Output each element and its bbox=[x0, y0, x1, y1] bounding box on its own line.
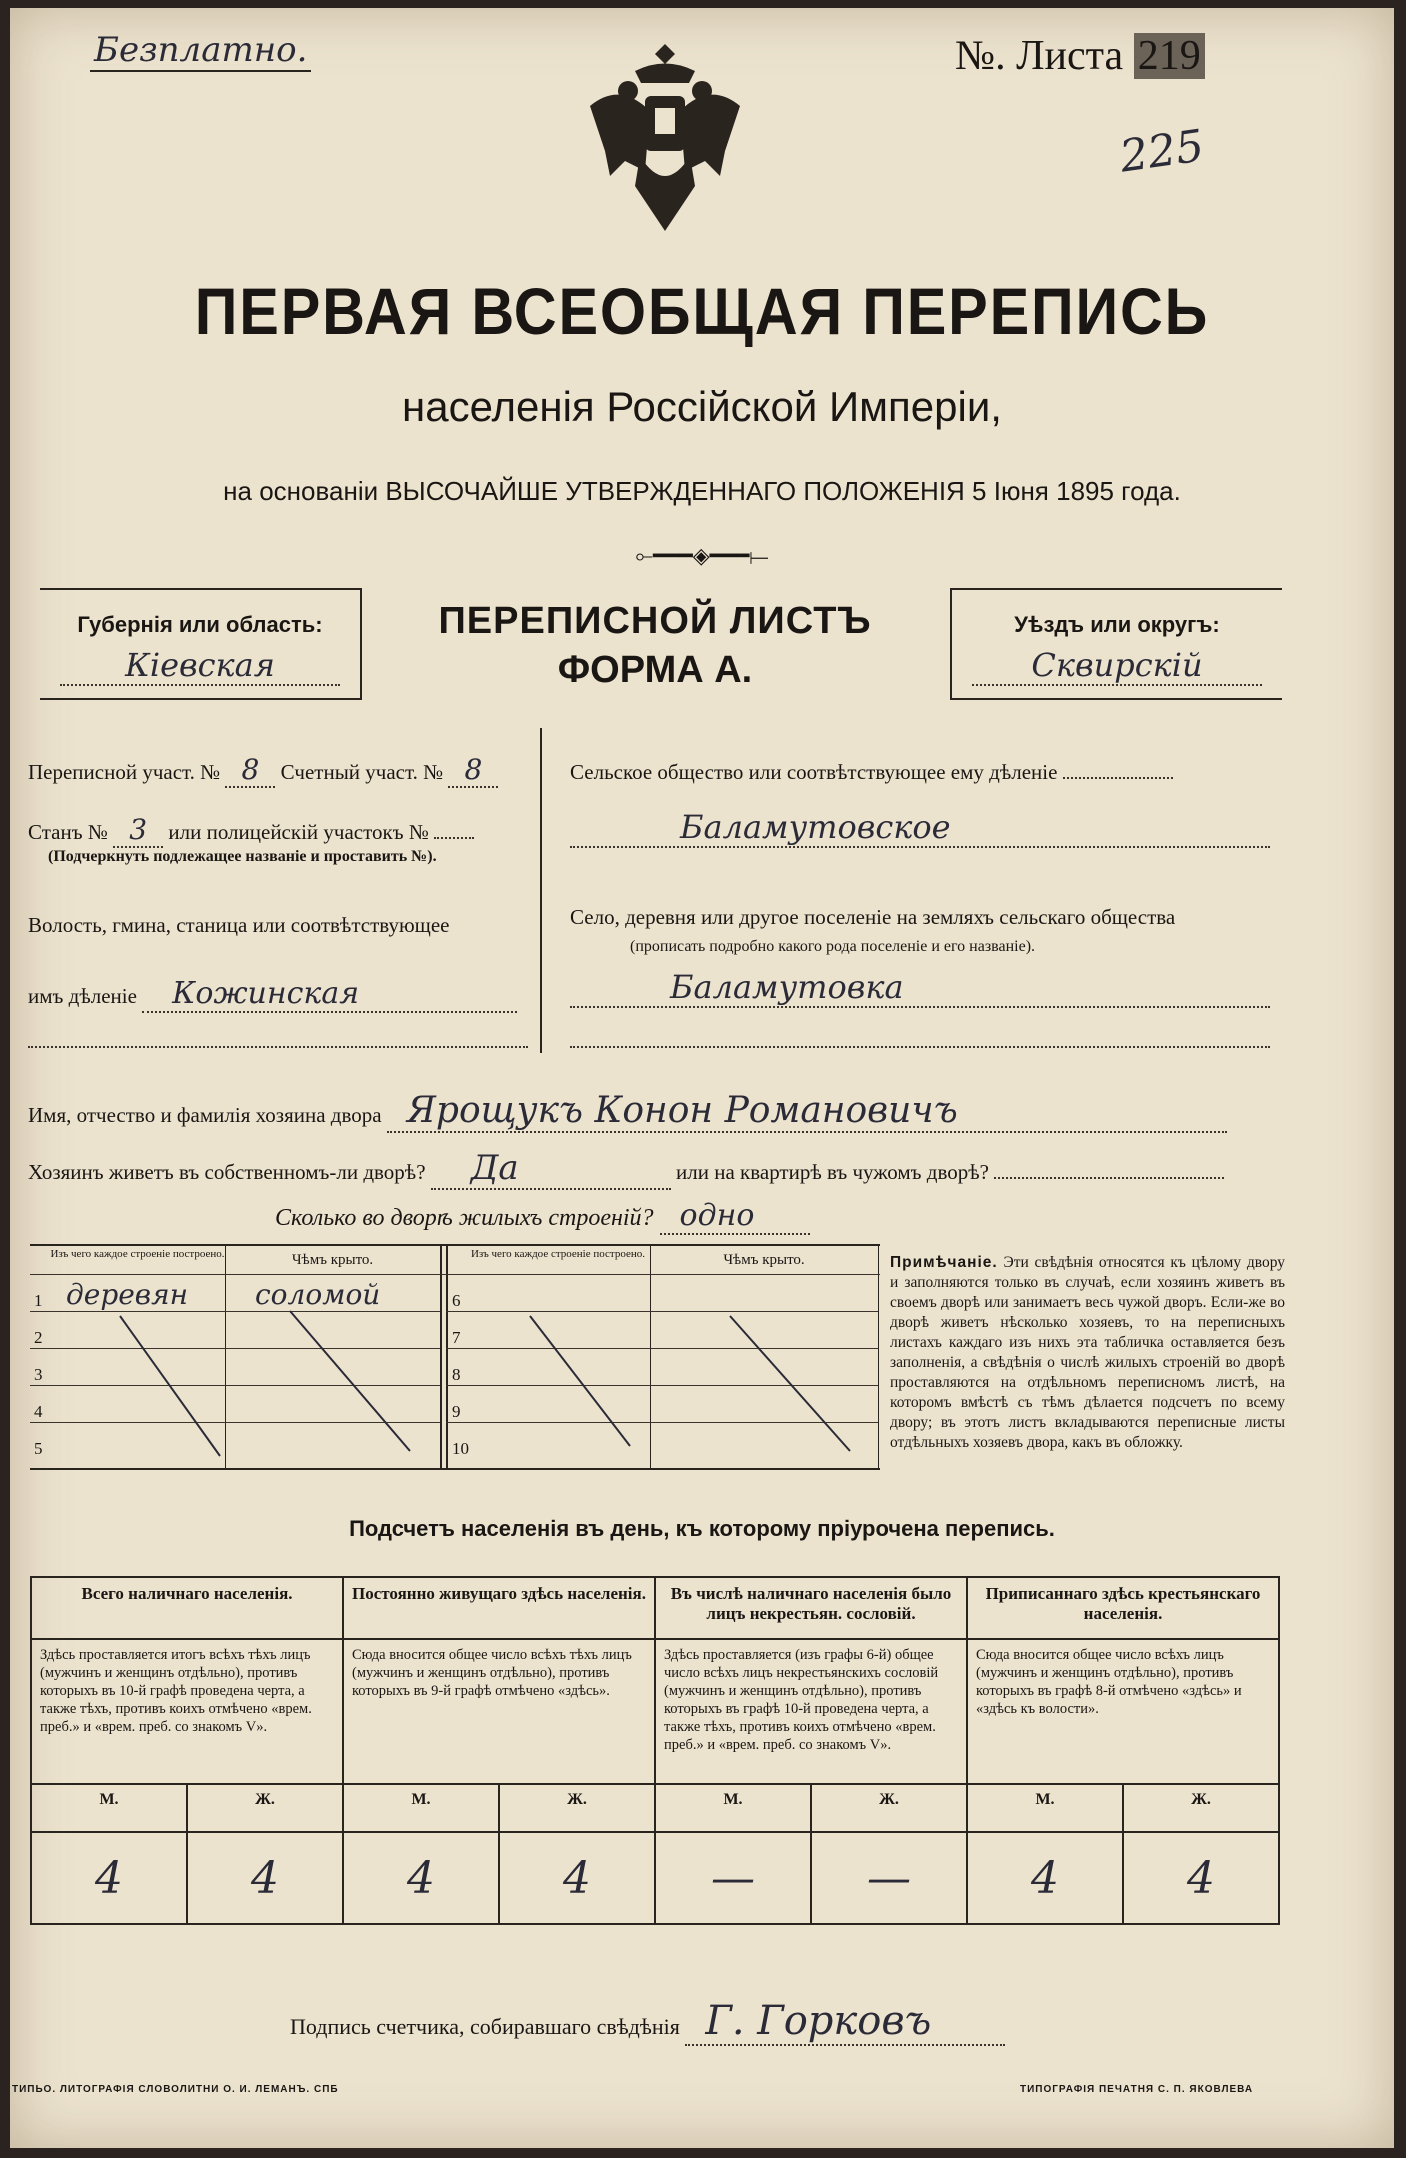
count-area-value: 8 bbox=[448, 753, 498, 788]
volost-row bbox=[28, 976, 517, 1013]
province-label: Губернія или область: bbox=[77, 612, 323, 637]
tally-m-label: М. bbox=[655, 1784, 811, 1832]
form-subtitle: ФОРМА А. bbox=[557, 649, 753, 691]
row-number: 10 bbox=[452, 1439, 469, 1458]
free-label: Безплатно. bbox=[90, 30, 311, 72]
sheet-number-value: 219 bbox=[1134, 33, 1205, 79]
tally-title-4: Приписаннаго здѣсь крестьянскаго населенія. bbox=[967, 1577, 1279, 1639]
stan-note: (Подчеркнуть подлежащее названіе и проставить №). bbox=[48, 848, 437, 865]
printer-left: ТИПЬО. ЛИТОГРАФІЯ СЛОВОЛИТНИ О. И. ЛЕМАНЪ. СПБ bbox=[12, 2084, 339, 2095]
society-row bbox=[570, 760, 1173, 785]
village-label: Село, деревня или другое поселеніе на земляхъ сельскаго общества bbox=[570, 905, 1176, 929]
tally-desc-1: Здѣсь проставляется итогъ всѣхъ тѣхъ лицъ (мужчинъ и женщинъ отдѣльно), противъ которыхъ въ 10-й графѣ проведена черта, а также тѣхъ, противъ коихъ отмѣчено «врем. преб.» и «врем. преб. со знакомъ V». bbox=[31, 1639, 343, 1784]
census-area-value: 8 bbox=[225, 753, 275, 788]
tally-value: 4 bbox=[967, 1832, 1123, 1924]
owner-name-value: Ярощукъ Конон Романовичъ bbox=[387, 1090, 1227, 1133]
tally-heading: Подсчетъ населенія въ день, къ которому пріурочена перепись. bbox=[349, 1516, 1055, 1541]
district-box bbox=[950, 588, 1282, 700]
population-tally-table bbox=[30, 1576, 1280, 1925]
page-title: ПЕРВАЯ ВСЕОБЩАЯ ПЕРЕПИСЬ bbox=[194, 274, 1210, 348]
village-value: Баламутовка bbox=[570, 968, 1270, 1008]
police-label: или полицейскій участокъ № bbox=[168, 820, 429, 844]
district-label: Уѣздъ или округъ: bbox=[1014, 612, 1220, 637]
stan-label: Станъ № bbox=[28, 820, 108, 844]
province-box bbox=[40, 588, 362, 700]
own-yard-value: Да bbox=[431, 1148, 671, 1190]
tally-value: 4 bbox=[1123, 1832, 1279, 1924]
own-yard-row bbox=[28, 1148, 1224, 1190]
tally-title-2: Постоянно живущаго здѣсь населенія. bbox=[343, 1577, 655, 1639]
row-number: 4 bbox=[34, 1402, 43, 1421]
province-value: Кіевская bbox=[60, 646, 340, 686]
tally-title-3: Въ числѣ наличнаго населенія было лицъ некрестьян. сословій. bbox=[655, 1577, 967, 1639]
row-number: 9 bbox=[452, 1402, 461, 1421]
volost-label-2: имъ дѣленіе bbox=[28, 984, 137, 1008]
tally-value: — bbox=[811, 1832, 967, 1924]
tally-f-label: Ж. bbox=[811, 1784, 967, 1832]
tally-desc-3: Здѣсь проставляется (изъ графы 6-й) общее число всѣхъ лицъ некрестьянскихъ сословій (мужчинъ и женщинъ отдѣльно), противъ которыхъ въ графѣ 10-й проведена черта, а также тѣхъ, противъ коихъ отмѣчено «врем. преб.» и «врем. преб. со знакомъ V». bbox=[655, 1639, 967, 1784]
row-number: 7 bbox=[452, 1328, 461, 1347]
district-value: Сквирскій bbox=[972, 646, 1262, 686]
note-text: Эти свѣдѣнія относятся къ цѣлому двору и заполняются только въ случаѣ, если хозяинъ живетъ въ своемъ дворѣ или занимаетъ весь чужой дворъ. Если-же во дворѣ живетъ нѣсколько хозяевъ, то на переписныхъ листахъ каждаго изъ нихъ эта табличка оставляется безъ заполненія, а свѣдѣнія о числѣ жилыхъ строеній во дворѣ проставляются на отдѣльномъ переписномъ листѣ, на которомъ вмѣстѣ съ тѣмъ дѣлается подсчетъ по всему двору; въ этотъ листъ вкладываются переписные листы отдѣльныхъ хозяевъ двора, какъ въ обложку. bbox=[890, 1254, 1285, 1451]
tally-value: — bbox=[655, 1832, 811, 1924]
census-area-label: Переписной участ. № bbox=[28, 760, 221, 784]
volost-blank-line bbox=[28, 1046, 528, 1048]
village-blank-line bbox=[570, 1046, 1270, 1048]
row-number: 1 bbox=[34, 1291, 43, 1310]
column-divider bbox=[540, 728, 542, 1053]
material-value-1: деревян bbox=[66, 1278, 189, 1311]
tally-value: 4 bbox=[31, 1832, 187, 1924]
stan-row bbox=[28, 813, 474, 848]
page-subtitle: населенія Россійской Имперіи, bbox=[402, 383, 1002, 430]
tally-value: 4 bbox=[499, 1832, 655, 1924]
owner-name-label: Имя, отчество и фамилія хозяина двора bbox=[28, 1103, 382, 1127]
note-title: Примѣчаніе. bbox=[890, 1254, 998, 1271]
col-material-left: Изъ чего каждое строеніе построено. bbox=[50, 1248, 225, 1260]
form-title: ПЕРЕПИСНОЙ ЛИСТЪ bbox=[438, 600, 872, 642]
tally-m-label: М. bbox=[31, 1784, 187, 1832]
tally-title-1: Всего наличнаго населенія. bbox=[31, 1577, 343, 1639]
village-note: (прописать подробно какого рода поселеніе и его названіе). bbox=[630, 938, 1036, 955]
row-number: 3 bbox=[34, 1365, 43, 1384]
census-form-page bbox=[10, 8, 1394, 2148]
tally-f-label: Ж. bbox=[499, 1784, 655, 1832]
tally-m-label: М. bbox=[343, 1784, 499, 1832]
buildings-label: Сколько во дворѣ жилыхъ строеній? bbox=[275, 1205, 654, 1231]
buildings-row bbox=[275, 1198, 810, 1235]
count-area-label: Счетный участ. № bbox=[280, 760, 444, 784]
roof-value-1: соломой bbox=[255, 1278, 381, 1311]
buildings-note bbox=[890, 1253, 1285, 1453]
tally-m-label: М. bbox=[967, 1784, 1123, 1832]
double-headed-eagle-emblem bbox=[570, 36, 760, 251]
tally-desc-4: Сюда вносится общее число всѣхъ лицъ (мужчинъ и женщинъ отдѣльно), противъ которыхъ въ графѣ 8-й отмѣчено «здѣсь» и «здѣсь къ волости». bbox=[967, 1639, 1279, 1784]
signature-row bbox=[290, 1998, 1005, 2046]
printer-right: ТИПОГРАФІЯ ПЕЧАТНЯ С. П. ЯКОВЛЕВА bbox=[1020, 2084, 1254, 2095]
strike-through-marks bbox=[30, 1246, 880, 1468]
stan-value: 3 bbox=[113, 813, 163, 848]
sheet-number bbox=[955, 32, 1205, 80]
tally-f-label: Ж. bbox=[1123, 1784, 1279, 1832]
row-number: 2 bbox=[34, 1328, 43, 1347]
legal-basis: на основаніи ВЫСОЧАЙШЕ УТВЕРЖДЕННАГО ПОЛОЖЕНІЯ 5 Іюня 1895 года. bbox=[223, 476, 1181, 506]
col-roof-left: Чѣмъ крыто. bbox=[291, 1252, 374, 1268]
tally-value: 4 bbox=[343, 1832, 499, 1924]
handwritten-sheet-number: 225 bbox=[1116, 120, 1208, 183]
sheet-number-label: №. Листа bbox=[955, 33, 1124, 79]
row-number: 5 bbox=[34, 1439, 43, 1458]
tally-value: 4 bbox=[187, 1832, 343, 1924]
volost-value: Кожинская bbox=[142, 976, 517, 1013]
buildings-value: одно bbox=[660, 1198, 810, 1235]
col-roof-right: Чѣмъ крыто. bbox=[723, 1252, 805, 1268]
row-number: 6 bbox=[452, 1291, 461, 1310]
tally-desc-2: Сюда вносится общее число всѣхъ тѣхъ лицъ (мужчинъ и женщинъ отдѣльно), противъ которыхъ въ 9-й графѣ отмѣчено «здѣсь». bbox=[343, 1639, 655, 1784]
signature-label: Подпись счетчика, собиравшаго свѣдѣнія bbox=[290, 2014, 680, 2039]
rent-label: или на квартирѣ въ чужомъ дворѣ? bbox=[676, 1160, 989, 1184]
ornament-divider: ⟜━━━◈━━━⟝ bbox=[635, 543, 769, 568]
volost-label: Волость, гмина, станица или соотвѣтствующее bbox=[28, 913, 450, 937]
col-material-right: Изъ чего каждое строеніе построено. bbox=[470, 1248, 646, 1260]
society-value: Баламутовское bbox=[570, 808, 1270, 848]
row-number: 8 bbox=[452, 1365, 461, 1384]
own-yard-label: Хозяинъ живетъ въ собственномъ-ли дворѣ? bbox=[28, 1160, 426, 1184]
tally-f-label: Ж. bbox=[187, 1784, 343, 1832]
owner-name-row bbox=[28, 1090, 1227, 1133]
form-title-block bbox=[360, 600, 950, 692]
census-area-row bbox=[28, 753, 498, 788]
society-label: Сельское общество или соотвѣтствующее ему дѣленіе bbox=[570, 760, 1058, 784]
signature-value: Г. Горковъ bbox=[685, 1998, 1005, 2046]
buildings-table bbox=[30, 1244, 880, 1470]
